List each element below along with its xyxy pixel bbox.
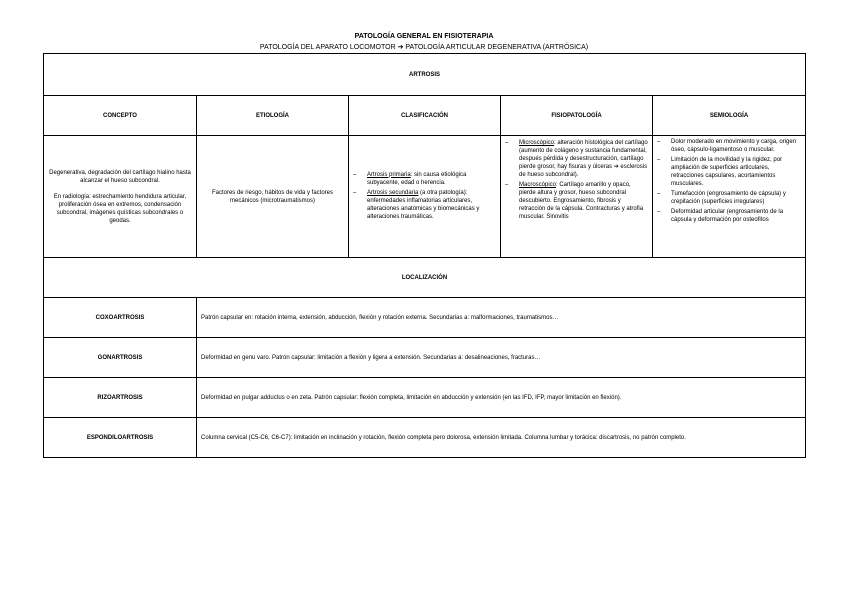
document-subtitle: PATOLOGÍA DEL APARATO LOCOMOTOR ➔ PATOLOGÍA ARTICULAR DEGENERATIVA (ARTRÓSICA) — [259, 44, 589, 51]
concepto-paragraph: Degenerativa, degradación del cartílago hialino hasta alcanzar el hueso subcondral. — [49, 169, 191, 184]
fisiopatologia-list — [505, 139, 648, 221]
concepto-radiologia: En radiología: estrechamiento hendidura articular, proliferación ósea en extremos, condensación subcondral, imágenes quísticas subcondrales o geodas. — [53, 193, 187, 224]
list-item — [353, 171, 496, 187]
localizacion-title: LOCALIZACIÓN — [44, 258, 806, 298]
clasificacion-list — [353, 171, 496, 221]
fisiopatologia-cell — [501, 136, 653, 258]
table-row — [44, 418, 806, 458]
list-item — [505, 139, 648, 179]
artrosis-table — [43, 53, 806, 458]
list-item: – Limitación de la movilidad y la rigidez, por ampliación de superficies articulares, retracciones capsulares, acortamientos musculares. — [657, 156, 801, 188]
concepto-cell — [44, 136, 197, 258]
column-header-semiologia: SEMIOLOGÍA — [653, 96, 806, 136]
column-header-clasificacion: CLASIFICACIÓN — [349, 96, 501, 136]
definition-text: (a otra patología): enfermedades inflamatorias articulares, alteraciones anatómicas y biomecánicas y alteraciones traumáticas. — [367, 189, 480, 220]
list-item: – Deformidad articular (engrosamiento de la cápsula y deformación por osteofitos — [657, 208, 801, 224]
location-description: Patrón capsular en: rotación interna, extensión, abducción, flexión y rotación externa. Secundarias a: malformaciones, traumatismos… — [197, 298, 806, 338]
term-macroscopico: Macroscópico — [519, 182, 557, 188]
list-item — [505, 181, 648, 221]
list-item: – Tumefacción (engrosamiento de cápsula) y crepitación (superficies irregulares) — [657, 190, 801, 206]
definition-text: : alteración histológica del cartílago (aumento de colágeno y sustancia fundamental, después pérdida y desestructuración, cartílago pierde grosor, hay fisuras y úlceras ➔ esclerosis de hueso subcondral). — [519, 140, 648, 178]
list-item: – Dolor moderado en movimiento y carga, origen óseo, cápsulo-ligamentoso o muscular. — [657, 138, 801, 154]
table-row — [44, 378, 806, 418]
column-header-fisiopatologia: FISIOPATOLOGÍA — [501, 96, 653, 136]
column-header-etiologia: ETIOLOGÍA — [197, 96, 349, 136]
semiologia-list — [657, 138, 801, 224]
location-description: Columna cervical (C5-C6, C6-C7): limitación en inclinación y rotación, flexión completa pero dolorosa, extensión limitada. Columna lumbar y torácica: discartrosis, no patrón completo. — [197, 418, 806, 458]
semiologia-cell — [653, 136, 806, 258]
definition-text: : Cartílago amarillo y opaco, pierde altura y grosor, hueso subcondral descubierto. Engrosamiento, fibrosis y retracción de la cápsula. Contracturas y atrofia muscular. Sinovitis — [519, 182, 644, 220]
section-title: ARTROSIS — [44, 54, 806, 96]
term-microscopico: Microscópico — [519, 140, 555, 146]
term-artrosis-primaria: Artrosis primaria — [367, 171, 411, 178]
term-artrosis-secundaria: Artrosis secundaria — [367, 189, 419, 196]
column-header-concepto: CONCEPTO — [44, 96, 197, 136]
location-name: COXOARTROSIS — [44, 298, 197, 338]
location-description: Deformidad en genu varo. Patrón capsular: limitación a flexión y ligera a extensión. Secundarias a: desalineaciones, fracturas… — [197, 338, 806, 378]
list-item — [353, 189, 496, 221]
etiologia-cell: Factores de riesgo, hábitos de vida y factores mecánicos (microtraumatismos) — [197, 136, 349, 258]
clasificacion-cell — [349, 136, 501, 258]
definition-text: : sin causa etiológica subyacente, edad o herencia. — [367, 171, 467, 186]
document-title: PATOLOGÍA GENERAL EN FISIOTERAPIA — [354, 33, 494, 40]
table-row — [44, 298, 806, 338]
location-description: Deformidad en pulgar adductus o en zeta. Patrón capsular: flexión completa, limitación en abducción y extensión (en las IFD, IFP, mayor limitación en flexión). — [197, 378, 806, 418]
location-name: GONARTROSIS — [44, 338, 197, 378]
table-row — [44, 338, 806, 378]
location-name: ESPONDILOARTROSIS — [44, 418, 197, 458]
location-name: RIZOARTROSIS — [44, 378, 197, 418]
